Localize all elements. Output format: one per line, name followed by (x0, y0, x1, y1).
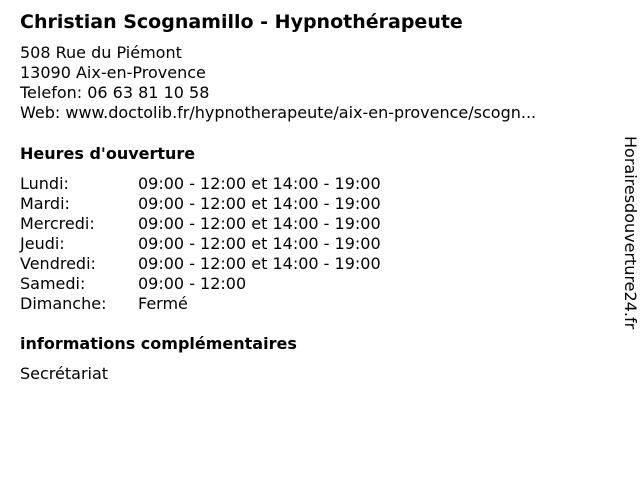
day-hours: 09:00 - 12:00 et 14:00 - 19:00 (138, 254, 381, 273)
hours-row (20, 194, 381, 214)
additional-info-text: Secrétariat (20, 364, 109, 383)
hours-row (20, 294, 381, 314)
day-label: Mercredi: (20, 214, 95, 233)
hours-heading: Heures d'ouverture (20, 144, 196, 163)
day-label: Samedi: (20, 274, 86, 293)
day-label: Dimanche: (20, 294, 107, 313)
day-hours: 09:00 - 12:00 et 14:00 - 19:00 (138, 234, 381, 253)
phone-number[interactable]: Telefon: 06 63 81 10 58 (20, 83, 210, 102)
hours-row (20, 254, 381, 274)
address-street: 508 Rue du Piémont (20, 43, 182, 62)
hours-row (20, 214, 381, 234)
day-hours: 09:00 - 12:00 (138, 274, 247, 293)
day-label: Jeudi: (20, 234, 65, 253)
day-label: Vendredi: (20, 254, 96, 273)
site-watermark: Horairesdouverture24.fr (621, 136, 640, 330)
address-city: 13090 Aix-en-Provence (20, 63, 206, 82)
opening-hours-table (20, 174, 381, 314)
contact-block (20, 43, 536, 123)
hours-row (20, 174, 381, 194)
website-link[interactable]: Web: www.doctolib.fr/hypnotherapeute/aix-en-provence/scogn... (20, 103, 537, 122)
hours-row (20, 274, 381, 294)
day-hours: 09:00 - 12:00 et 14:00 - 19:00 (138, 174, 381, 193)
business-name: Christian Scognamillo - Hypnothérapeute (20, 11, 463, 33)
day-hours: Fermé (138, 294, 188, 313)
day-hours: 09:00 - 12:00 et 14:00 - 19:00 (138, 214, 381, 233)
day-label: Lundi: (20, 174, 69, 193)
day-hours: 09:00 - 12:00 et 14:00 - 19:00 (138, 194, 381, 213)
additional-info-heading: informations complémentaires (20, 334, 297, 353)
hours-row (20, 234, 381, 254)
day-label: Mardi: (20, 194, 70, 213)
